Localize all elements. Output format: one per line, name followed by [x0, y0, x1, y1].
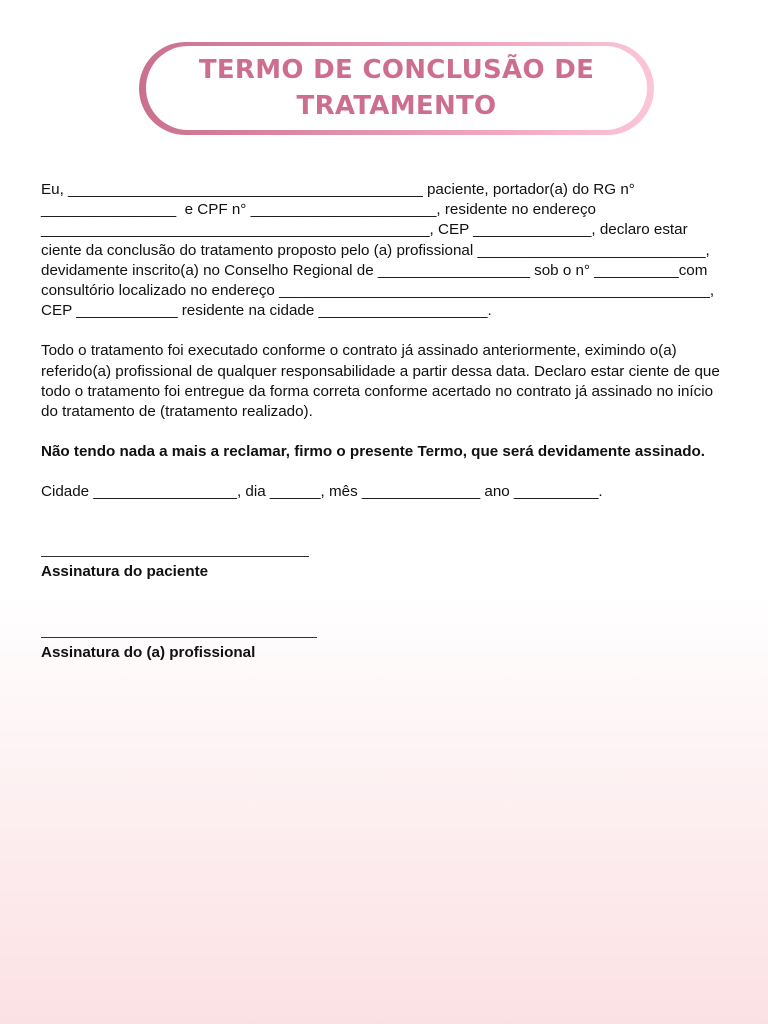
patient-signature-block [41, 556, 309, 580]
professional-signature-line [41, 637, 317, 638]
declaration-line-5: devidamente inscrito(a) no Conselho Regional de __________________ sob o n° __________com [41, 261, 708, 279]
declaration-paragraph [41, 180, 731, 321]
declaration-line-1: Eu, __________________________________________ paciente, portador(a) do RG n° [41, 181, 635, 198]
execution-paragraph: Todo o tratamento foi executado conforme o contrato já assinado anteriormente, eximindo o(a) referido(a) profissional de qualquer responsabilidade a partir dessa data. Declaro estar ciente de que todo o tratamento foi entregue da forma correta conforme acertado no contrato já assinado no início do tratamento de (tratamento realizado). [41, 342, 720, 421]
patient-signature-line [41, 556, 309, 557]
declaration-line-4: ciente da conclusão do tratamento proposto pelo (a) profissional ___________________________, [41, 241, 710, 259]
declaration-line-3: ______________________________________________, CEP ______________, declaro estar [41, 221, 688, 239]
title-frame [139, 42, 654, 135]
closing-statement: Não tendo nada a mais a reclamar, firmo o presente Termo, que será devidamente assinado. [41, 443, 705, 461]
document-title: TERMO DE CONCLUSÃO DE TRATAMENTO [198, 55, 595, 121]
title-inner [146, 46, 647, 130]
professional-signature-block [41, 637, 317, 661]
declaration-line-6: consultório localizado no endereço ___________________________________________________, [41, 282, 715, 300]
professional-signature-label: Assinatura do (a) profissional [41, 644, 256, 661]
declaration-line-2: ________________ e CPF n° ______________________, residente no endereço [41, 201, 596, 219]
declaration-line-7: CEP ____________ residente na cidade ____________________. [41, 302, 492, 320]
date-line: Cidade _________________, dia ______, mês ______________ ano __________. [41, 483, 603, 501]
patient-signature-label: Assinatura do paciente [41, 563, 209, 580]
document-body [41, 180, 731, 503]
